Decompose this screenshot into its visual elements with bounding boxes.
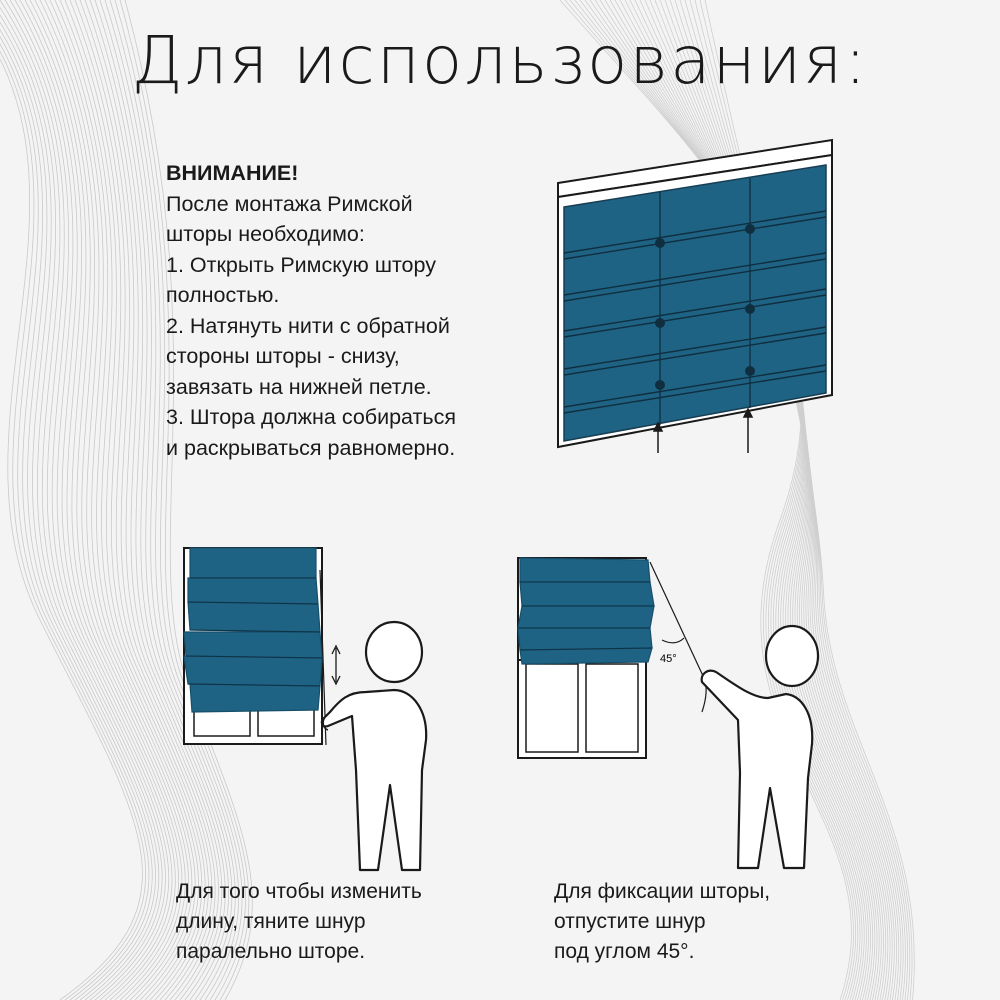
wave-line [0, 0, 146, 1000]
attention-heading: ВНИМАНИЕ! [166, 161, 299, 185]
wave-line [0, 0, 159, 1000]
attention-line: 3. Штора должна собираться [166, 405, 456, 429]
curtain-back-diagram [550, 135, 840, 460]
right-instruction-line: отпустите шнур [554, 910, 706, 933]
wave-line [35, 0, 192, 1000]
wave-line [40, 0, 195, 1000]
double-arrow-icon [332, 646, 340, 684]
attention-line: полностью. [166, 283, 280, 307]
right-instruction [554, 877, 770, 967]
curtain-fabric [564, 165, 826, 441]
wave-line [0, 0, 152, 1000]
wave-line [0, 0, 142, 1000]
attention-line: завязать на нижней петле. [166, 374, 432, 399]
attention-line: После монтажа Римской [166, 191, 413, 216]
person-pulling-cord [180, 540, 440, 880]
person-releasing-cord [512, 548, 822, 878]
attention-line: 1. Открыть Римскую штору [166, 252, 436, 277]
left-instruction [176, 877, 422, 967]
page-title: Для использования: [131, 22, 869, 99]
angle-label: 45° [660, 653, 677, 665]
attention-line: стороны шторы - снизу, [166, 344, 400, 368]
left-instruction-line: длину, тяните шнур [176, 910, 366, 933]
right-instruction-line: Для фиксации шторы, [554, 880, 771, 903]
attention-line: шторы необходимо: [166, 222, 365, 246]
left-instruction-line: Для того чтобы изменить [176, 880, 422, 903]
right-instruction-line: под углом 45°. [554, 940, 695, 963]
left-instruction-line: паралельно шторе. [176, 940, 366, 963]
attention-line: 2. Натянуть нити с обратной [166, 313, 450, 338]
attention-line: и раскрываться равномерно. [166, 435, 456, 460]
attention-note [166, 158, 546, 463]
